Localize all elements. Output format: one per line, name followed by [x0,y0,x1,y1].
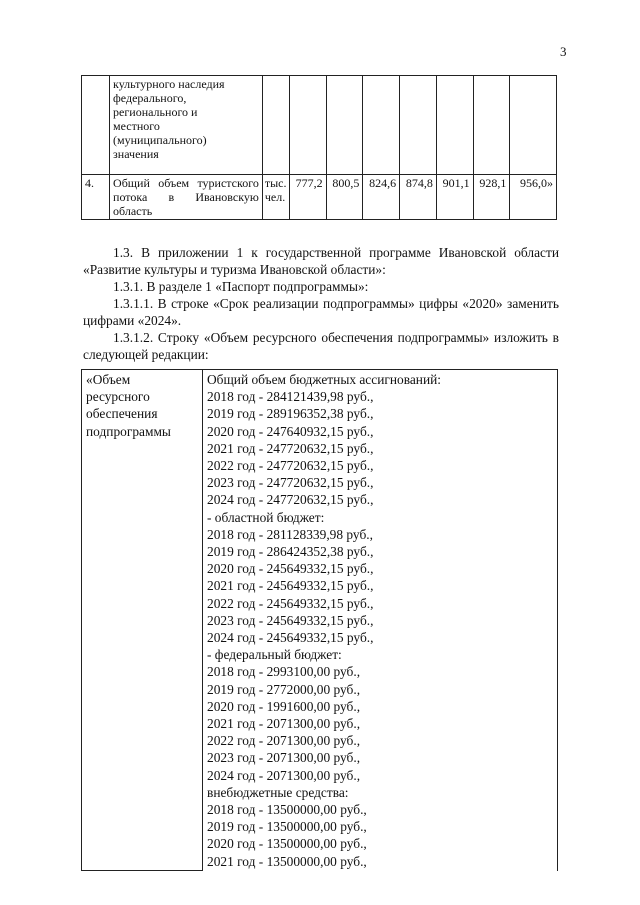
value-cell: 800,5 [326,175,363,220]
value-cell [326,76,363,175]
amount-line: 2018 год - 2993100,00 руб., [207,664,361,680]
page-number: 3 [560,44,567,59]
amount-line: 2020 год - 1991600,00 руб., [207,698,361,714]
amount-line: 2021 год - 247720632,15 руб., [207,440,374,456]
paragraph: 1.3.1.2. Строку «Объем ресурсного обеспечения подпрограммы» изложить в следующей редакции: [83,330,559,362]
amount-line: 2023 год - 247720632,15 руб., [207,475,374,491]
row-number-cell: 4. [82,175,110,220]
value-cell: 956,0» [510,175,557,220]
amount-line: 2018 год - 284121439,98 руб., [207,389,374,405]
amount-line: 2022 год - 245649332,15 руб., [207,595,374,611]
value-cell: 901,1 [436,175,473,220]
amount-line: 2021 год - 245649332,15 руб., [207,578,374,594]
amount-line: 2021 год - 2071300,00 руб., [207,716,361,732]
indicators-table [81,75,557,220]
indicator-name-cell [110,76,263,175]
amendment-text [83,244,559,363]
name-line: (муниципального) [113,133,207,147]
label-line: «Объем [86,372,131,387]
label-line: подпрограммы [86,423,171,439]
name-line [113,105,259,119]
value-cell: 824,6 [363,175,400,220]
amount-line: внебюджетные средства: [207,784,349,800]
table-row [82,175,557,220]
resource-amounts-cell [203,370,558,871]
amount-line: Общий объем бюджетных ассигнований: [207,372,442,387]
value-cell [400,76,437,175]
amount-line: 2018 год - 281128339,98 руб., [207,526,373,542]
table-row [82,370,558,871]
amount-line: - областной бюджет: [207,509,325,525]
amount-line: - федеральный бюджет: [207,647,342,663]
label-line: обеспечения [86,406,158,422]
name-line: местного [113,119,160,133]
name-line: значения [113,147,159,161]
unit-cell [262,76,289,175]
value-cell [436,76,473,175]
amount-line: 2024 год - 245649332,15 руб., [207,630,374,646]
value-cell [473,76,510,175]
amount-line: 2022 год - 247720632,15 руб., [207,458,374,474]
amount-line: 2019 год - 289196352,38 руб., [207,406,374,422]
label-line: ресурсного [86,389,150,405]
paragraph: 1.3. В приложении 1 к государственной программе Ивановской области «Развитие культуры и туризма Ивановской области»: [83,245,559,277]
amount-line: 2024 год - 247720632,15 руб., [207,492,374,508]
name-line: культурного наследия [113,77,225,91]
amount-line: 2023 год - 245649332,15 руб., [207,612,374,628]
value-cell: 874,8 [400,175,437,220]
amount-line: 2019 год - 286424352,38 руб., [207,544,374,560]
unit-cell: тыс. чел. [262,175,289,220]
paragraph: 1.3.1. В разделе 1 «Паспорт подпрограммы»: [113,279,369,294]
value-cell: 928,1 [473,175,510,220]
amount-line: 2019 год - 13500000,00 руб., [207,819,367,835]
amount-line: 2019 год - 2772000,00 руб., [207,681,361,697]
amount-line: 2020 год - 245649332,15 руб., [207,561,374,577]
amount-line: 2020 год - 13500000,00 руб., [207,836,367,852]
value-cell [510,76,557,175]
amount-line: 2021 год - 13500000,00 руб., [207,853,367,869]
value-cell: 777,2 [289,175,326,220]
amount-line: 2022 год - 2071300,00 руб., [207,733,361,749]
name-word: регионального и [113,105,198,119]
name-line: федерального, [113,91,187,105]
amount-line: 2018 год - 13500000,00 руб., [207,802,367,818]
paragraph: 1.3.1.1. В строке «Срок реализации подпрограммы» цифры «2020» заменить цифрами «2024». [83,296,559,328]
amount-line: 2020 год - 247640932,15 руб., [207,423,374,439]
value-cell [289,76,326,175]
row-number-cell [82,76,110,175]
resource-label-cell [82,370,203,871]
amount-line: 2023 год - 2071300,00 руб., [207,750,361,766]
table-row [82,76,557,175]
resource-table [81,369,558,871]
indicator-name-cell: Общий объем туристского потока в Ивановскую область [110,175,263,220]
value-cell [363,76,400,175]
amount-line: 2024 год - 2071300,00 руб., [207,767,361,783]
